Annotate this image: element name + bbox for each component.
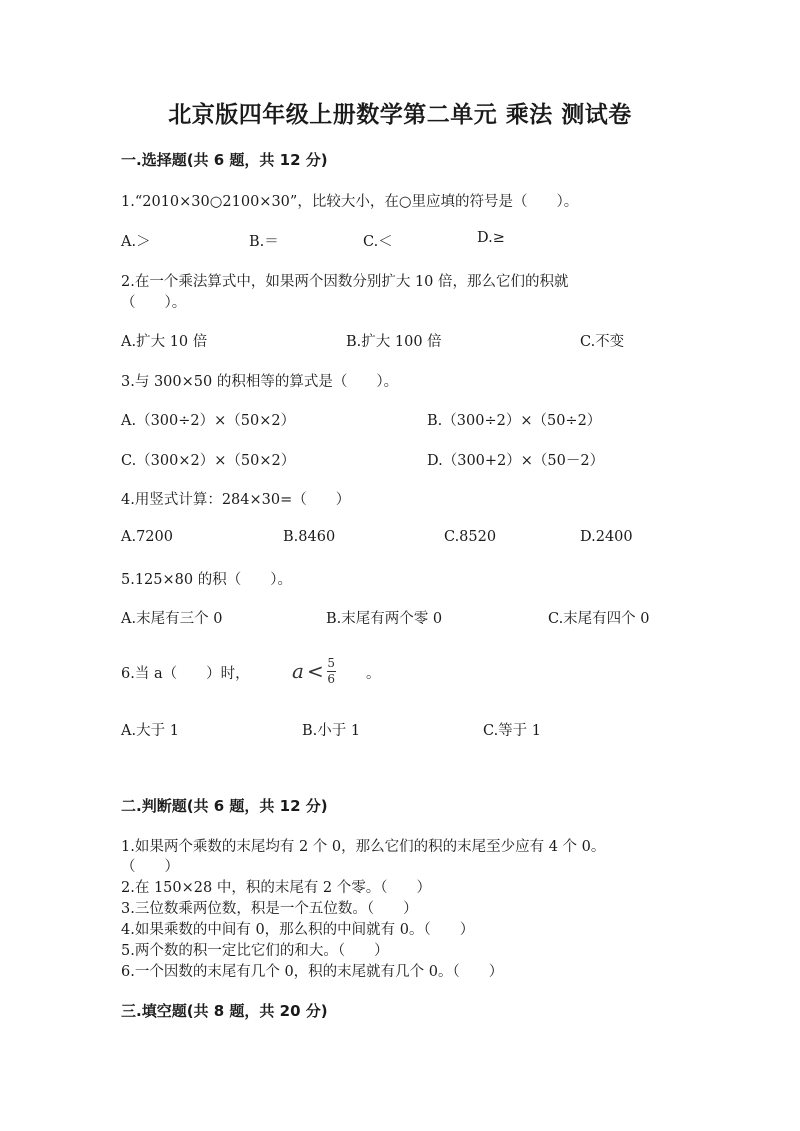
option-c: C.（300×2）×（50×2）	[121, 453, 296, 469]
math-variable: a	[292, 659, 304, 683]
option-b: B.末尾有两个零 0	[326, 611, 443, 627]
judgment-item: 3.三位数乘两位数，积是一个五位数。（ ）	[121, 901, 418, 917]
question-3: 3.与 300×50 的积相等的算式是（ ）。	[121, 374, 399, 390]
page-title: 北京版四年级上册数学第二单元 乘法 测试卷	[168, 102, 632, 128]
option-c: C.8520	[444, 529, 497, 545]
question-6: 6.当 a（ ）时，	[121, 666, 250, 682]
fraction-numerator: 5	[327, 655, 336, 670]
judgment-1-line2: （ ）	[121, 859, 179, 875]
option-a: A.扩大 10 倍	[121, 334, 208, 350]
math-fraction	[327, 657, 336, 685]
option-c: C.等于 1	[483, 723, 542, 739]
option-c: C.不变	[580, 334, 625, 350]
section-heading-judgment: 二.判断题(共 6 题，共 12 分)	[121, 797, 328, 815]
option-d: D.2400	[580, 529, 633, 545]
judgment-1-line1: 1.如果两个乘数的末尾均有 2 个 0，那么它们的积的末尾至少应有 4 个 0。	[121, 839, 606, 855]
option-b: B.8460	[283, 529, 336, 545]
judgment-item: 6.一个因数的末尾有几个 0，积的末尾就有几个 0。（ ）	[121, 964, 504, 980]
question-4: 4.用竖式计算：284×30=（ ）	[121, 492, 351, 508]
option-b: B.＝	[249, 234, 279, 250]
option-b: B.小于 1	[302, 723, 361, 739]
option-c: C.末尾有四个 0	[548, 611, 650, 627]
option-a: A.大于 1	[121, 723, 179, 739]
question-6-end: 。	[366, 666, 381, 682]
question-5: 5.125×80 的积（ ）。	[121, 572, 292, 588]
option-a: A.7200	[121, 529, 173, 545]
section-heading-choice: 一.选择题(共 6 题，共 12 分)	[121, 151, 328, 169]
judgment-item: 2.在 150×28 中，积的末尾有 2 个零。（ ）	[121, 880, 432, 896]
option-b: B.（300÷2）×（50÷2）	[427, 413, 602, 429]
option-d: D.（300+2）×（50－2）	[427, 453, 605, 469]
option-a: A.（300÷2）×（50×2）	[121, 413, 296, 429]
option-a: A.末尾有三个 0	[121, 611, 223, 627]
judgment-item: 4.如果乘数的中间有 0，那么积的中间就有 0。（ ）	[121, 922, 475, 938]
question-1: 1.“2010×30○2100×30”，比较大小，在○里应填的符号是（ ）。	[121, 194, 579, 210]
option-b: B.扩大 100 倍	[346, 334, 442, 350]
question-2-line1: 2.在一个乘法算式中，如果两个因数分别扩大 10 倍，那么它们的积就	[121, 274, 569, 290]
section-heading-fill: 三.填空题(共 8 题，共 20 分)	[121, 1002, 328, 1020]
option-c: C.＜	[363, 234, 393, 250]
option-d: D.≥	[477, 230, 505, 246]
math-relation: <	[306, 659, 324, 683]
option-a: A.＞	[121, 234, 151, 250]
question-2-line2: （ ）。	[121, 295, 187, 311]
math-inequality	[292, 652, 336, 690]
judgment-item: 5.两个数的积一定比它们的和大。（ ）	[121, 943, 389, 959]
fraction-denominator: 6	[327, 671, 336, 686]
